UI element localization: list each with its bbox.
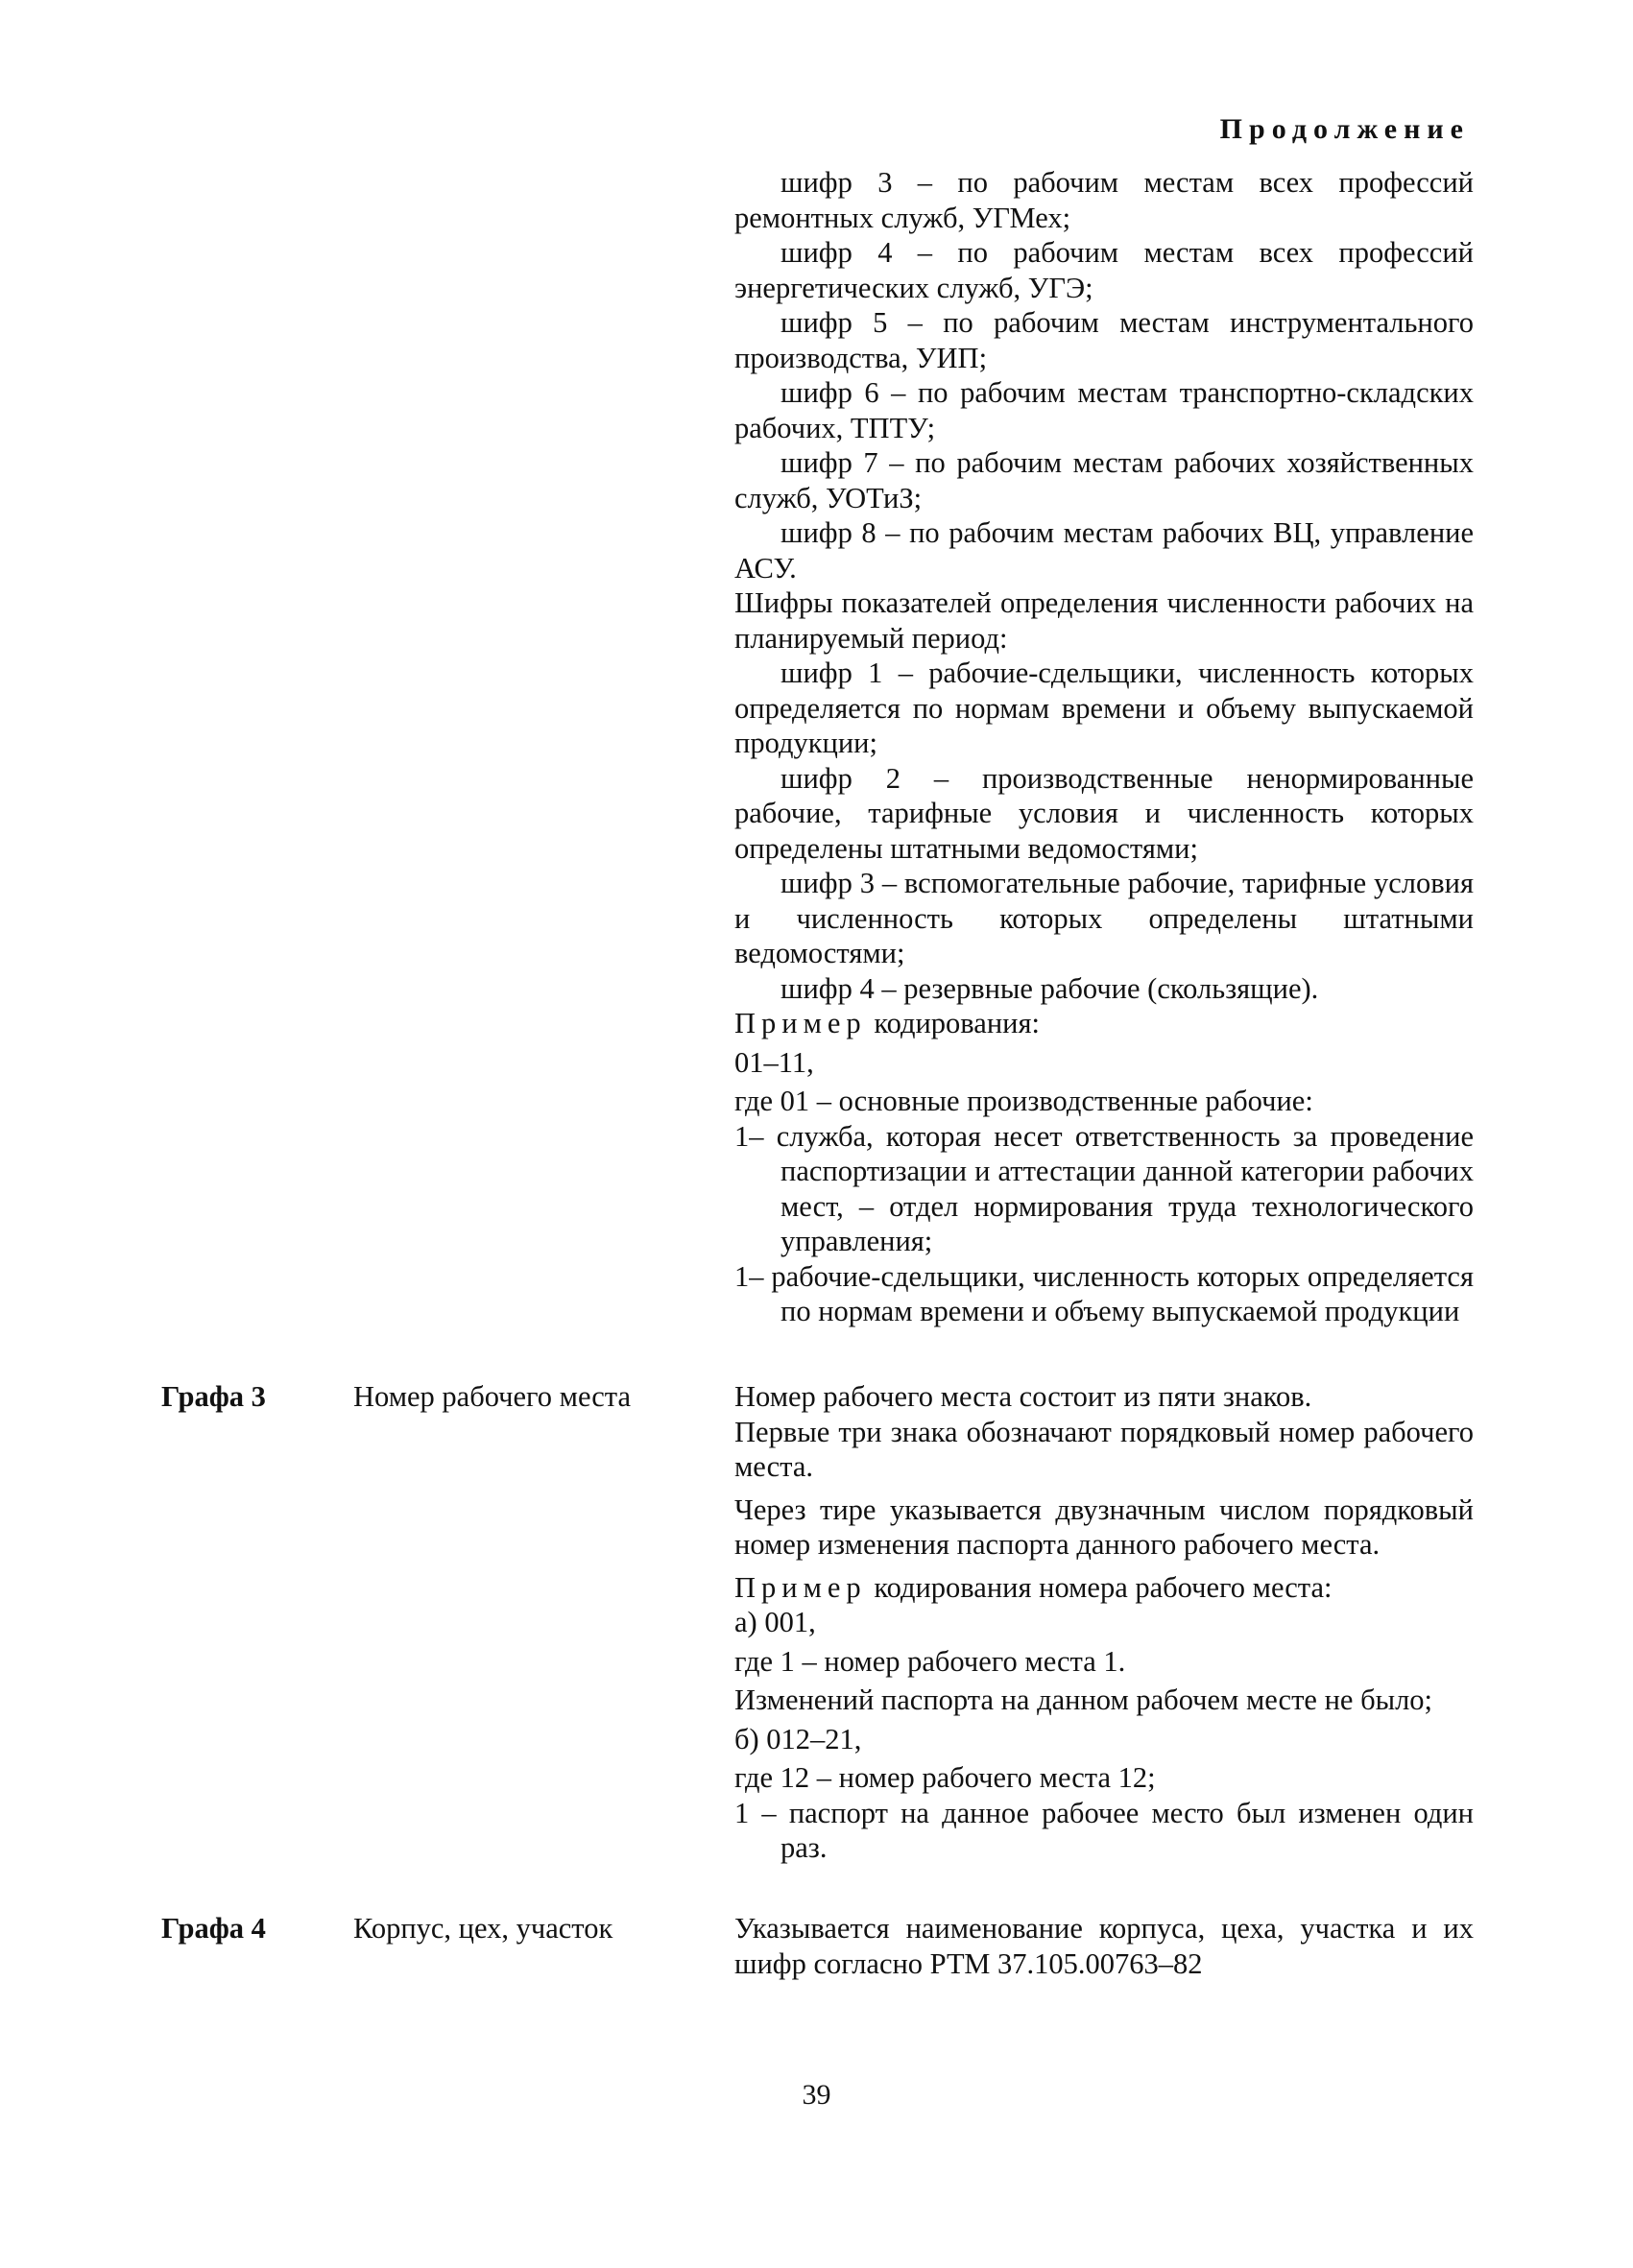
graf-3-line: где 1 – номер рабочего места 1. — [734, 1644, 1126, 1678]
example-heading — [734, 1006, 1474, 1041]
graf-3-line: Первые три знака обозначают порядковый номер рабочего места. — [734, 1415, 1474, 1483]
graf-3-line: 1 – паспорт на данное рабочее место был изменен один раз. — [734, 1796, 1474, 1864]
block-continued-description — [734, 165, 1474, 1329]
graf-3-line: Изменений паспорта на данном рабочем месте не было; — [734, 1683, 1433, 1716]
graf-4-title: Корпус, цех, участок — [353, 1912, 613, 1945]
example-explanation: где 01 – основные производственные рабочие: — [734, 1085, 1313, 1117]
graf-3-line: б) 012–21, — [734, 1722, 862, 1755]
example-word: Пример — [734, 1007, 867, 1039]
continuation-label: Продолжение — [1219, 113, 1470, 145]
indicator-line: шифр 4 – резервные рабочие (скользящие). — [780, 971, 1319, 1005]
graf-3-number: Графа 3 — [161, 1380, 266, 1413]
indicator-heading: Шифры показателей определения численности рабочих на планируемый период: — [734, 586, 1474, 655]
graf-3-title: Номер рабочего места — [353, 1380, 632, 1413]
cipher-line: шифр 6 – по рабочим местам транспортно-складских рабочих, ТПТУ; — [734, 376, 1474, 444]
graf-3-line: Через тире указывается двузначным числом порядковый номер изменения паспорта данного рабочего места. — [734, 1492, 1474, 1561]
cipher-line: шифр 4 – по рабочим местам всех профессий энергетических служб, УГЭ; — [734, 236, 1474, 304]
indicator-line: шифр 3 – вспомогательные рабочие, тарифные условия и численность которых определены штатными ведомостями; — [734, 867, 1474, 969]
graf-3-description — [734, 1379, 1474, 1866]
graf-4-line: Указывается наименование корпуса, цеха, участка и их шифр согласно РТМ 37.105.00763–82 — [734, 1912, 1474, 1980]
indicator-line: шифр 2 – производственные ненормированные рабочие, тарифные условия и численность которых определены штатными ведомостями; — [734, 761, 1474, 865]
graf-3-example-heading — [734, 1570, 1474, 1606]
graf-3-line: Номер рабочего места состоит из пяти знаков. — [734, 1380, 1312, 1413]
example-explanation: 1– служба, которая несет ответственность за проведение паспортизации и аттестации данной категории рабочих мест, – отдел нормирования труда технологического управления; — [734, 1119, 1474, 1257]
graf-3-line: а) 001, — [734, 1606, 816, 1638]
graf-3-line: где 12 – номер рабочего места 12; — [734, 1761, 1156, 1794]
graf-4-description — [734, 1911, 1474, 1981]
example-rest: кодирования: — [874, 1007, 1040, 1039]
cipher-line: шифр 3 – по рабочим местам всех профессий ремонтных служб, УГМех; — [734, 166, 1474, 234]
example-explanation: 1– рабочие-сдельщики, численность которых определяется по нормам времени и объему выпускаемой продукции — [734, 1259, 1474, 1327]
page-number: 39 — [802, 2079, 831, 2111]
graf-4-number: Графа 4 — [161, 1912, 266, 1945]
example-word: Пример — [734, 1570, 867, 1604]
cipher-line: шифр 5 – по рабочим местам инструментального производства, УИП; — [734, 306, 1474, 374]
cipher-line: шифр 8 – по рабочим местам рабочих ВЦ, управление АСУ. — [734, 516, 1474, 585]
example-code: 01–11, — [734, 1045, 814, 1079]
indicator-line: шифр 1 – рабочие-сдельщики, численность которых определяется по нормам времени и объему выпускаемой продукции; — [734, 657, 1474, 759]
example-rest: кодирования номера рабочего места: — [874, 1570, 1333, 1604]
cipher-line: шифр 7 – по рабочим местам рабочих хозяйственных служб, УОТиЗ; — [734, 446, 1474, 514]
